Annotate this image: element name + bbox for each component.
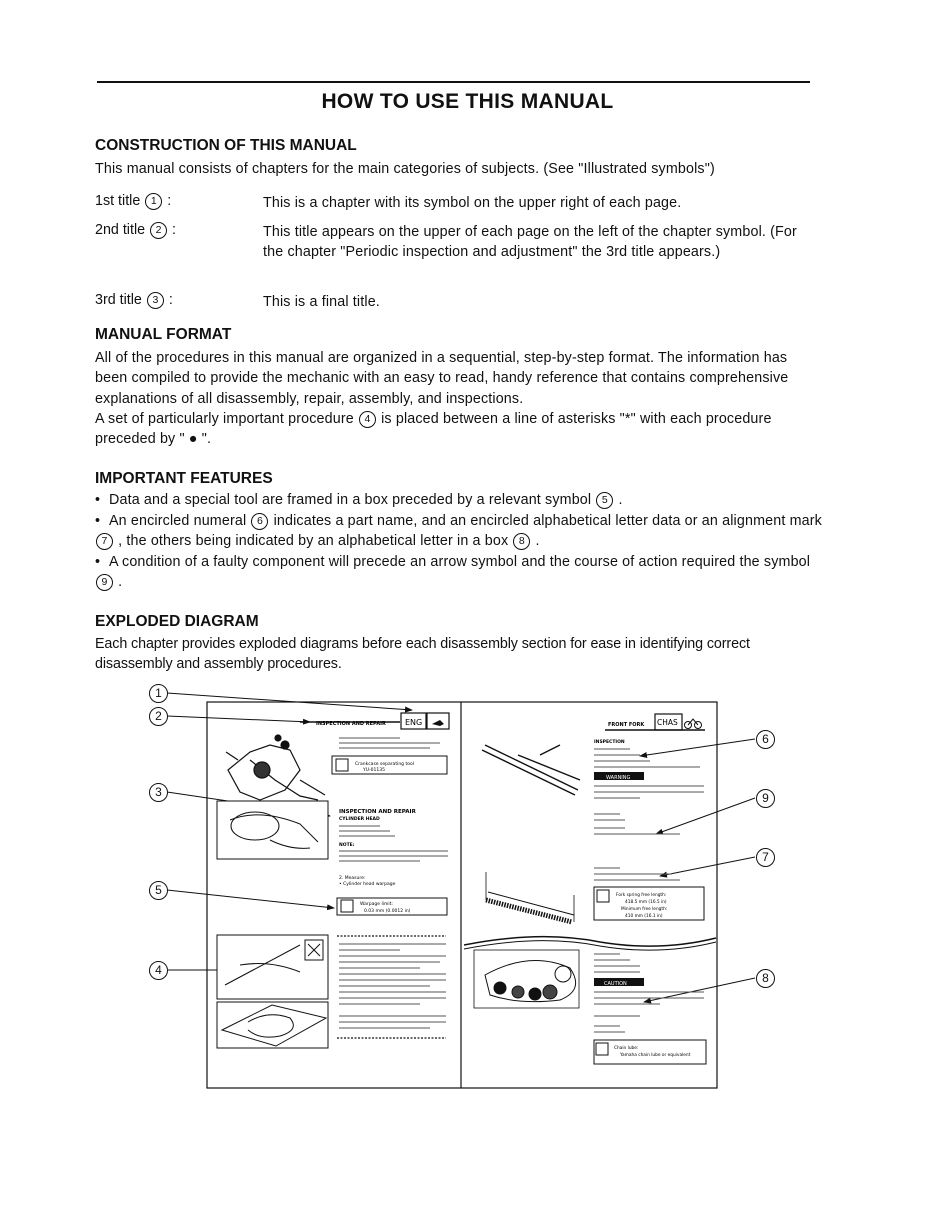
engine-part-illustration	[226, 735, 325, 800]
title-label-1: 1st title 1 :	[95, 193, 172, 209]
left-sample-page	[217, 713, 449, 1048]
left-subsection-title: CYLINDER HEAD	[339, 817, 380, 822]
section-divider	[464, 937, 716, 947]
spring-free-length-value: 418.5 mm (16.5 in)	[625, 900, 667, 905]
chain-lube-label: Chain lube:	[614, 1046, 639, 1051]
warning-text: WARNING	[606, 775, 631, 781]
callout-9: 9	[756, 789, 775, 808]
feature-bullet-3: • A condition of a faulty component will precede an arrow symbol and the course of action required the symbol 9 .	[95, 554, 811, 591]
straightedge-illustration	[217, 935, 328, 999]
callout-ref: 2	[150, 222, 167, 239]
tool-name: Crankcase separating tool	[355, 762, 414, 767]
caution-text: CAUTION	[604, 981, 627, 987]
chain-lube-box	[594, 1040, 706, 1064]
eng-chip-label: ENG	[405, 718, 423, 727]
callout-ref: 5	[596, 492, 613, 509]
callout-ref: 6	[251, 513, 268, 530]
title-desc-1: This is a chapter with its symbol on the upper right of each page.	[263, 195, 682, 211]
format-heading: MANUAL FORMAT	[95, 326, 232, 343]
callout-3: 3	[149, 783, 168, 802]
feature-bullet-1: • Data and a special tool are framed in a box preceded by a relevant symbol 5 .	[95, 492, 623, 508]
callout-ref: 7	[96, 533, 113, 550]
chas-chip-label: CHAS	[657, 718, 678, 727]
fork-spring-illustration	[486, 872, 574, 922]
title-desc-3: This is a final title.	[263, 294, 380, 310]
motorcycle-icon	[685, 719, 702, 729]
callout-ref: 1	[145, 193, 162, 210]
construction-heading: CONSTRUCTION OF THIS MANUAL	[95, 137, 357, 154]
callout-ref: 3	[147, 292, 164, 309]
leader-5	[167, 890, 334, 908]
surface-plate-illustration	[217, 1002, 328, 1048]
callout-4: 4	[149, 961, 168, 980]
leader-2	[167, 716, 310, 722]
drive-chain-illustration	[474, 950, 579, 1008]
title-label-3: 3rd title 3 :	[95, 292, 173, 308]
leader-6	[640, 739, 755, 756]
construction-intro: This manual consists of chapters for the main categories of subjects. (See "Illustrated symbols")	[95, 161, 715, 177]
format-para-1: All of the procedures in this manual are organized in a sequential, step-by-step format. The information has been compiled to provide the mechanic with an easy to read, handy reference that contains comprehensive explanations of all disassembly, repair, assembly, and inspections.	[95, 350, 789, 407]
left-header-text: INSPECTION AND REPAIR	[316, 721, 386, 727]
minimum-free-length-label: Minimum free length:	[621, 907, 668, 912]
callout-ref: 8	[513, 533, 530, 550]
left-measure-label: 2. Measure:	[339, 876, 366, 881]
callout-5: 5	[149, 881, 168, 900]
right-header-text: FRONT FORK	[608, 722, 645, 728]
left-section-title: INSPECTION AND REPAIR	[339, 809, 416, 815]
feature-bullet-2: • An encircled numeral 6 indicates a part name, and an encircled alphabetical letter data or an alignment mark 7 , the others being indicated by an alphabetical letter in a box 8 .	[95, 513, 822, 550]
format-para-2: A set of particularly important procedure 4 is placed between a line of asterisks "*" with each procedure preceded by " ● ".	[95, 411, 772, 448]
callout-ref: 4	[359, 411, 376, 428]
exploded-text: Each chapter provides exploded diagrams before each disassembly section for ease in identifying correct disassembly and assembly procedures.	[95, 636, 750, 673]
chain-lube-value: Yamaha chain lube or equivalent	[620, 1053, 691, 1058]
callout-8: 8	[756, 969, 775, 988]
spring-free-length-label: Fork spring free length:	[616, 893, 667, 898]
warpage-limit-value: 0.03 mm (0.0012 in)	[364, 909, 411, 914]
exploded-heading: EXPLODED DIAGRAM	[95, 613, 259, 630]
leader-9	[656, 798, 755, 834]
title-label-2: 2nd title 2 :	[95, 222, 177, 238]
fork-tube-illustration	[482, 745, 580, 795]
page-title: HOW TO USE THIS MANUAL	[321, 90, 614, 113]
minimum-free-length-value: 410 mm (16.1 in)	[625, 914, 663, 919]
title-desc-2: This title appears on the upper of each page on the left of the chapter symbol. (For the chapter "Periodic inspection and adjustment" the 3rd title appears.)	[263, 224, 797, 260]
leader-7	[660, 857, 755, 876]
callout-7: 7	[756, 848, 775, 867]
callout-1: 1	[149, 684, 168, 703]
left-note-label: NOTE:	[339, 843, 355, 848]
cylinder-head-illustration	[217, 801, 328, 859]
tool-number: YU-01135	[363, 768, 385, 773]
left-measure-item: • Cylinder head warpage	[339, 882, 396, 887]
callout-2: 2	[149, 707, 168, 726]
right-inspection-title: INSPECTION	[594, 740, 625, 745]
right-sample-page	[464, 714, 716, 1064]
callout-ref: 9	[96, 574, 113, 591]
warpage-limit-label: Warpage limit:	[360, 902, 393, 907]
callout-6: 6	[756, 730, 775, 749]
features-heading: IMPORTANT FEATURES	[95, 470, 273, 487]
